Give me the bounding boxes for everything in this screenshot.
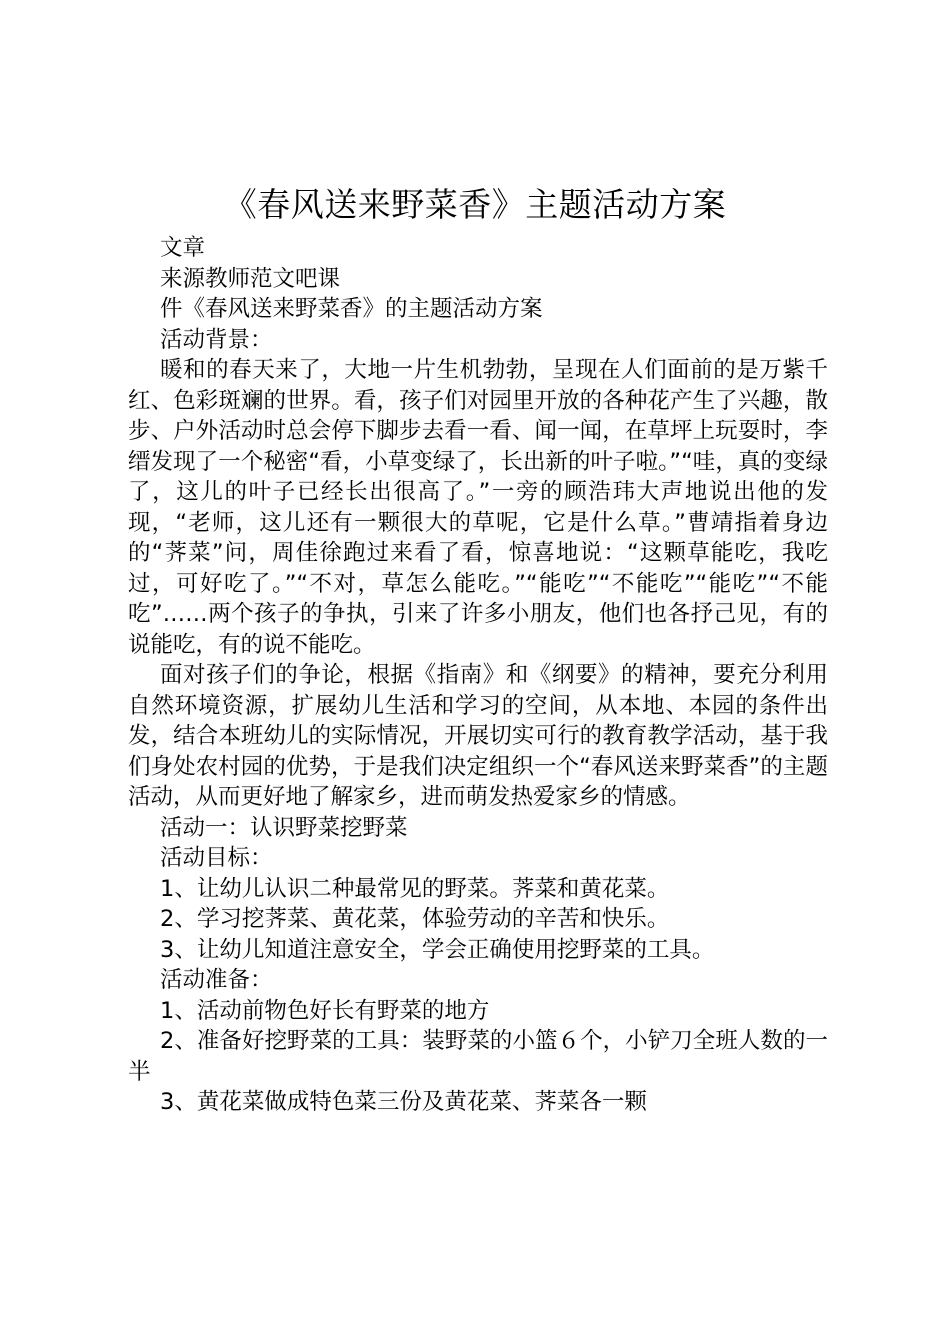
paragraph-source-site: 来源教师范文吧课	[160, 265, 341, 292]
list-item-goal-1: 1、让幼儿认识二种最常见的野菜。荠菜和黄花菜。	[160, 875, 670, 902]
list-item-prep-3: 3、黄花菜做成特色菜三份及黄花菜、荠菜各一颗	[160, 1089, 647, 1115]
list-item-prep-2: 2、准备好挖野菜的工具：装野菜的小篮６个，小铲刀全班人数的一半	[128, 1028, 828, 1085]
list-item-goal-2: 2、学习挖荠菜、黄花菜，体验劳动的辛苦和快乐。	[160, 906, 670, 932]
document-body	[128, 233, 828, 1118]
list-item-goal-3: 3、让幼儿知道注意安全，学会正确使用挖野菜的工具。	[160, 936, 715, 963]
paragraph-background-story: 暖和的春天来了，大地一片生机勃勃，呈现在人们面前的是万紫千红、色彩斑斓的世界。看，孩子们对园里开放的各种花产生了兴趣，散步、户外活动时总会停下脚步去看一看、闻一闻，在草坪上玩耍时，李缙发现了一个秘密“看，小草变绿了，长出新的叶子啦。”“哇，真的变绿了，这儿的叶子已经长出很高了。”一旁的顾浩玮大声地说出他的发现，“老师，这儿还有一颗很大的草呢，它是什么草。”曹靖指着身边的“荠菜”问，周佳徐跑过来看了看，惊喜地说：“这颗草能吃，我吃过，可好吃了。”“不对，草怎么能吃。”“能吃”“不能吃”“能吃”“不能吃”……两个孩子的争执，引来了许多小朋友，他们也各抒己见，有的说能吃，有的说不能吃。	[128, 357, 828, 658]
paragraph-background-plan: 面对孩子们的争论，根据《指南》和《纲要》的精神，要充分利用自然环境资源，扩展幼儿生活和学习的空间，从本地、本园的条件出发，结合本班幼儿的实际情况，开展切实可行的教育教学活动，基于我们身处农村园的优势，于是我们决定组织一个“春风送来野菜香”的主题活动，从而更好地了解家乡，进而萌发热爱家乡的情感。	[128, 662, 828, 810]
heading-activity-goals: 活动目标：	[160, 845, 273, 871]
paragraph-subtitle: 件《春风送来野菜香》的主题活动方案	[160, 296, 543, 322]
document-title: 《春风送来野菜香》主题活动方案	[223, 185, 727, 224]
list-item-prep-1: 1、活动前物色好长有野菜的地方	[160, 997, 490, 1024]
heading-activity-preparation: 活动准备：	[160, 967, 273, 993]
heading-background: 活动背景：	[160, 326, 273, 353]
heading-activity-one: 活动一：认识野菜挖野菜	[160, 814, 408, 841]
paragraph-source-label: 文章	[160, 235, 206, 261]
